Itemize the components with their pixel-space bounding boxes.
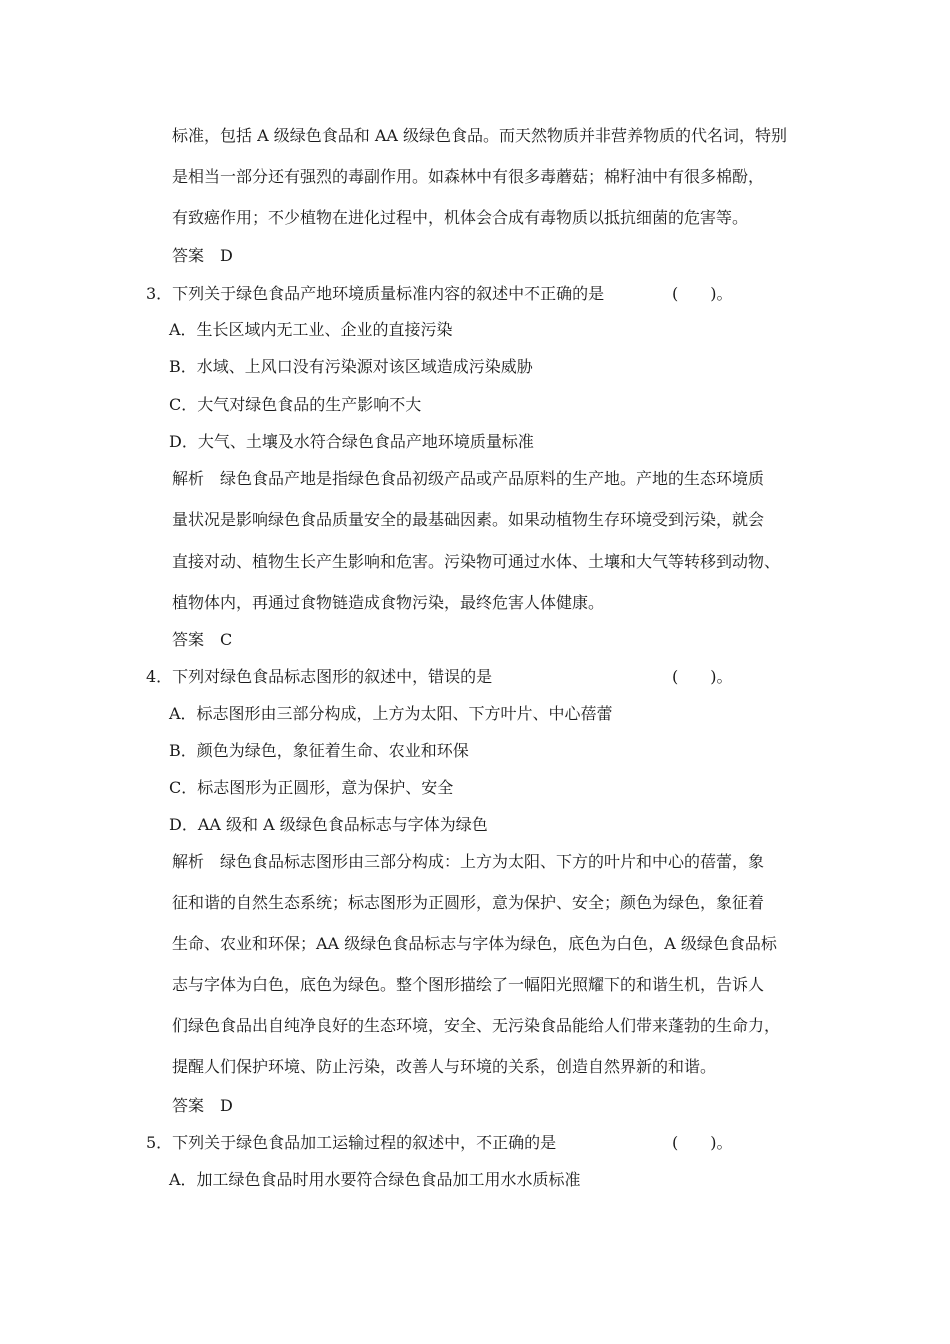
question-4-explanation-line: 提醒人们保护环境、防止污染，改善人与环境的关系，创造自然界新的和谐。	[172, 1057, 717, 1076]
question-4-stem: 4．下列对绿色食品标志图形的叙述中，错误的是	[146, 667, 493, 686]
question-4-option-b: B．颜色为绿色，象征着生命、农业和环保	[169, 741, 469, 760]
explanation-line: 有致癌作用；不少植物在进化过程中，机体会合成有毒物质以抵抗细菌的危害等。	[172, 208, 749, 227]
question-4-explanation-line: 志与字体为白色，底色为绿色。整个图形描绘了一幅阳光照耀下的和谐生机，告诉人	[172, 975, 765, 994]
question-3-answer: 答案 C	[172, 630, 233, 649]
question-4-option-d: D．AA 级和 A 级绿色食品标志与字体为绿色	[169, 815, 488, 834]
question-4-explanation-line: 们绿色食品出自纯净良好的生态环境，安全、无污染食品能给人们带来蓬勃的生命力，	[172, 1016, 781, 1035]
question-5-option-a: A．加工绿色食品时用水要符合绿色食品加工用水水质标准	[169, 1170, 581, 1189]
question-4-option-a: A．标志图形由三部分构成，上方为太阳、下方叶片、中心蓓蕾	[169, 704, 613, 723]
question-4-explanation-line: 生命、农业和环保；AA 级绿色食品标志与字体为绿色，底色为白色，A 级绿色食品标	[172, 934, 777, 953]
question-3-explanation-line: 解析 绿色食品产地是指绿色食品初级产品或产品原料的生产地。产地的生态环境质	[172, 469, 765, 488]
question-5-answer-blank: ( )。	[672, 1133, 733, 1152]
explanation-line: 是相当一部分还有强烈的毒副作用。如森林中有很多毒蘑菇；棉籽油中有很多棉酚，	[172, 167, 765, 186]
explanation-line: 标准，包括 A 级绿色食品和 AA 级绿色食品。而天然物质并非营养物质的代名词，特别	[172, 126, 788, 145]
question-3-explanation-line: 植物体内，再通过食物链造成食物污染，最终危害人体健康。	[172, 593, 605, 612]
question-3-option-a: A．生长区域内无工业、企业的直接污染	[169, 320, 453, 339]
question-3-option-b: B．水域、上风口没有污染源对该区域造成污染威胁	[169, 357, 533, 376]
question-3-option-d: D．大气、土壤及水符合绿色食品产地环境质量标准	[169, 432, 534, 451]
question-3-explanation-line: 直接对动、植物生长产生影响和危害。污染物可通过水体、土壤和大气等转移到动物、	[172, 552, 781, 571]
question-3-answer-blank: ( )。	[672, 284, 733, 303]
question-4-explanation-line: 解析 绿色食品标志图形由三部分构成：上方为太阳、下方的叶片和中心的蓓蕾，象	[172, 852, 765, 871]
question-5-stem: 5．下列关于绿色食品加工运输过程的叙述中，不正确的是	[146, 1133, 557, 1152]
answer-line: 答案 D	[172, 246, 233, 265]
question-4-answer-blank: ( )。	[672, 667, 733, 686]
question-4-explanation-line: 征和谐的自然生态系统；标志图形为正圆形，意为保护、安全；颜色为绿色，象征着	[172, 893, 765, 912]
question-3-stem: 3．下列关于绿色食品产地环境质量标准内容的叙述中不正确的是	[146, 284, 605, 303]
question-4-option-c: C．标志图形为正圆形，意为保护、安全	[169, 778, 454, 797]
question-4-answer: 答案 D	[172, 1096, 233, 1115]
question-3-option-c: C．大气对绿色食品的生产影响不大	[169, 395, 422, 414]
question-3-explanation-line: 量状况是影响绿色食品质量安全的最基础因素。如果动植物生存环境受到污染，就会	[172, 510, 765, 529]
